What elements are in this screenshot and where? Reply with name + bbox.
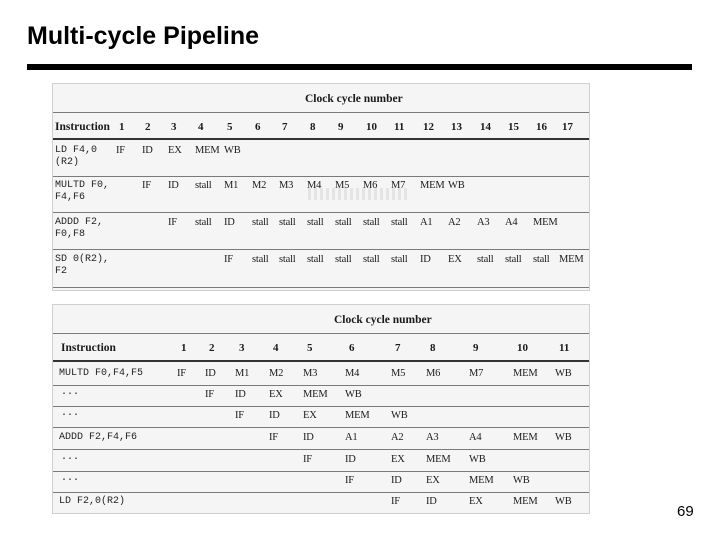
cycle-number: 1 [119,121,125,133]
page-number: 69 [677,503,694,520]
pipeline-stage-cell: MEM [345,410,370,421]
pipeline-stage-cell: M1 [235,368,250,379]
pipeline-stage-cell: M4 [345,368,360,379]
clock-cycle-header: Clock cycle number [334,314,432,326]
instruction-text: LD F2,0(R2) [59,496,126,507]
pipeline-stage-cell: IF [345,475,354,486]
instruction-text: ADDD F2,F4,F6 [59,432,138,443]
pipeline-stage-cell: A2 [448,217,461,228]
pipeline-stage-cell: MEM [513,368,538,379]
pipeline-stage-cell: EX [269,389,283,400]
pipeline-stage-cell: IF [391,496,400,507]
pipeline-stage-cell: IF [142,180,151,191]
pipeline-table-independent [52,304,590,514]
pipeline-stage-cell: ID [426,496,437,507]
instruction-text: ... [61,473,80,484]
cycle-number: 2 [145,121,151,133]
pipeline-stage-cell: M2 [269,368,284,379]
pipeline-stage-cell: WB [555,432,572,443]
cycle-number: 3 [239,342,245,354]
pipeline-stage-cell: ID [224,217,235,228]
pipeline-stage-cell: M7 [391,180,406,191]
instruction-text: ... [61,387,80,398]
pipeline-stage-cell: A3 [426,432,439,443]
cycle-number: 3 [171,121,177,133]
table-rule [53,112,589,113]
pipeline-stage-cell: stall [505,254,522,265]
pipeline-stage-cell: MEM [303,389,328,400]
slide-title: Multi-cycle Pipeline [27,22,260,50]
pipeline-stage-cell: ID [205,368,216,379]
pipeline-stage-cell: MEM [420,180,445,191]
cycle-number: 9 [338,121,344,133]
table-rule [53,138,589,140]
cycle-number: 13 [451,121,462,133]
pipeline-stage-cell: stall [279,217,296,228]
pipeline-stage-cell: WB [469,454,486,465]
cycle-number: 10 [366,121,377,133]
cycle-number: 5 [227,121,233,133]
pipeline-stage-cell: stall [195,180,212,191]
pipeline-stage-cell: ID [168,180,179,191]
instruction-text: MULTD F0, F4,F6 [55,180,110,203]
pipeline-stage-cell: MEM [533,217,558,228]
pipeline-stage-cell: ID [303,432,314,443]
table-rule [53,212,589,213]
instruction-text: LD F4,0 (R2) [55,145,98,168]
pipeline-stage-cell: M6 [426,368,441,379]
instruction-text: ... [61,452,80,463]
pipeline-stage-cell: stall [195,217,212,228]
pipeline-stage-cell: IF [177,368,186,379]
pipeline-stage-cell: WB [448,180,465,191]
pipeline-stage-cell: M3 [303,368,318,379]
title-divider [27,64,692,70]
instruction-column-label: Instruction [61,342,116,354]
cycle-number: 4 [198,121,204,133]
cycle-number: 7 [395,342,401,354]
clock-cycle-header: Clock cycle number [305,93,403,105]
pipeline-stage-cell: stall [363,217,380,228]
pipeline-stage-cell: M2 [252,180,267,191]
cycle-number: 10 [517,342,528,354]
cycle-number: 16 [536,121,547,133]
pipeline-stage-cell: stall [307,217,324,228]
pipeline-stage-cell: stall [533,254,550,265]
cycle-number: 6 [349,342,355,354]
pipeline-stage-cell: EX [391,454,405,465]
pipeline-stage-cell: ID [269,410,280,421]
cycle-number: 5 [307,342,313,354]
pipeline-stage-cell: EX [303,410,317,421]
pipeline-stage-cell: M7 [469,368,484,379]
pipeline-stage-cell: stall [252,254,269,265]
pipeline-stage-cell: WB [345,389,362,400]
pipeline-stage-cell: A3 [477,217,490,228]
pipeline-stage-cell: A2 [391,432,404,443]
table-rule [53,406,589,407]
pipeline-stage-cell: ID [142,145,153,156]
cycle-number: 1 [181,342,187,354]
instruction-text: MULTD F0,F4,F5 [59,368,144,379]
cycle-number: 12 [423,121,434,133]
pipeline-stage-cell: MEM [469,475,494,486]
pipeline-stage-cell: MEM [513,432,538,443]
cycle-number: 8 [310,121,316,133]
table-rule [53,449,589,450]
pipeline-stage-cell: M5 [335,180,350,191]
cycle-number: 15 [508,121,519,133]
pipeline-table-stalls [52,83,590,291]
cycle-number: 6 [255,121,261,133]
cycle-number: 2 [209,342,215,354]
pipeline-stage-cell: MEM [426,454,451,465]
cycle-number: 4 [273,342,279,354]
cycle-number: 14 [480,121,491,133]
pipeline-stage-cell: IF [235,410,244,421]
pipeline-stage-cell: M6 [363,180,378,191]
table-rule [53,360,589,362]
pipeline-stage-cell: stall [363,254,380,265]
pipeline-stage-cell: M1 [224,180,239,191]
pipeline-stage-cell: stall [252,217,269,228]
pipeline-stage-cell: MEM [513,496,538,507]
table-rule [53,427,589,428]
cycle-number: 11 [559,342,570,354]
table-rule [53,471,589,472]
cycle-number: 7 [282,121,288,133]
pipeline-stage-cell: stall [335,217,352,228]
table-rule [53,287,589,288]
pipeline-stage-cell: IF [116,145,125,156]
table-rule [53,385,589,386]
cycle-number: 17 [562,121,573,133]
pipeline-stage-cell: ID [345,454,356,465]
pipeline-stage-cell: A1 [420,217,433,228]
pipeline-stage-cell: ID [235,389,246,400]
pipeline-stage-cell: M5 [391,368,406,379]
cycle-number: 11 [394,121,405,133]
cycle-number: 8 [430,342,436,354]
pipeline-stage-cell: ID [420,254,431,265]
pipeline-stage-cell: IF [205,389,214,400]
pipeline-stage-cell: IF [168,217,177,228]
pipeline-stage-cell: IF [224,254,233,265]
pipeline-stage-cell: A1 [345,432,358,443]
table-rule [53,249,589,250]
pipeline-stage-cell: IF [303,454,312,465]
pipeline-stage-cell: WB [513,475,530,486]
pipeline-stage-cell: EX [469,496,483,507]
pipeline-stage-cell: stall [279,254,296,265]
pipeline-stage-cell: stall [335,254,352,265]
table-rule [53,492,589,493]
pipeline-stage-cell: A4 [505,217,518,228]
cycle-number: 9 [473,342,479,354]
pipeline-stage-cell: MEM [559,254,584,265]
pipeline-stage-cell: stall [307,254,324,265]
pipeline-stage-cell: IF [269,432,278,443]
pipeline-stage-cell: WB [391,410,408,421]
pipeline-stage-cell: WB [555,368,572,379]
pipeline-stage-cell: WB [224,145,241,156]
instruction-text: SD 0(R2), F2 [55,254,110,277]
pipeline-stage-cell: M4 [307,180,322,191]
table-rule [53,176,589,177]
pipeline-stage-cell: A4 [469,432,482,443]
pipeline-stage-cell: EX [426,475,440,486]
pipeline-stage-cell: stall [391,254,408,265]
pipeline-stage-cell: M3 [279,180,294,191]
pipeline-stage-cell: stall [391,217,408,228]
instruction-text: ... [61,408,80,419]
instruction-text: ADDD F2, F0,F8 [55,217,104,240]
pipeline-stage-cell: MEM [195,145,220,156]
pipeline-stage-cell: WB [555,496,572,507]
pipeline-stage-cell: EX [448,254,462,265]
pipeline-stage-cell: stall [477,254,494,265]
table-rule [53,333,589,334]
pipeline-stage-cell: ID [391,475,402,486]
pipeline-stage-cell: EX [168,145,182,156]
instruction-column-label: Instruction [55,121,110,133]
